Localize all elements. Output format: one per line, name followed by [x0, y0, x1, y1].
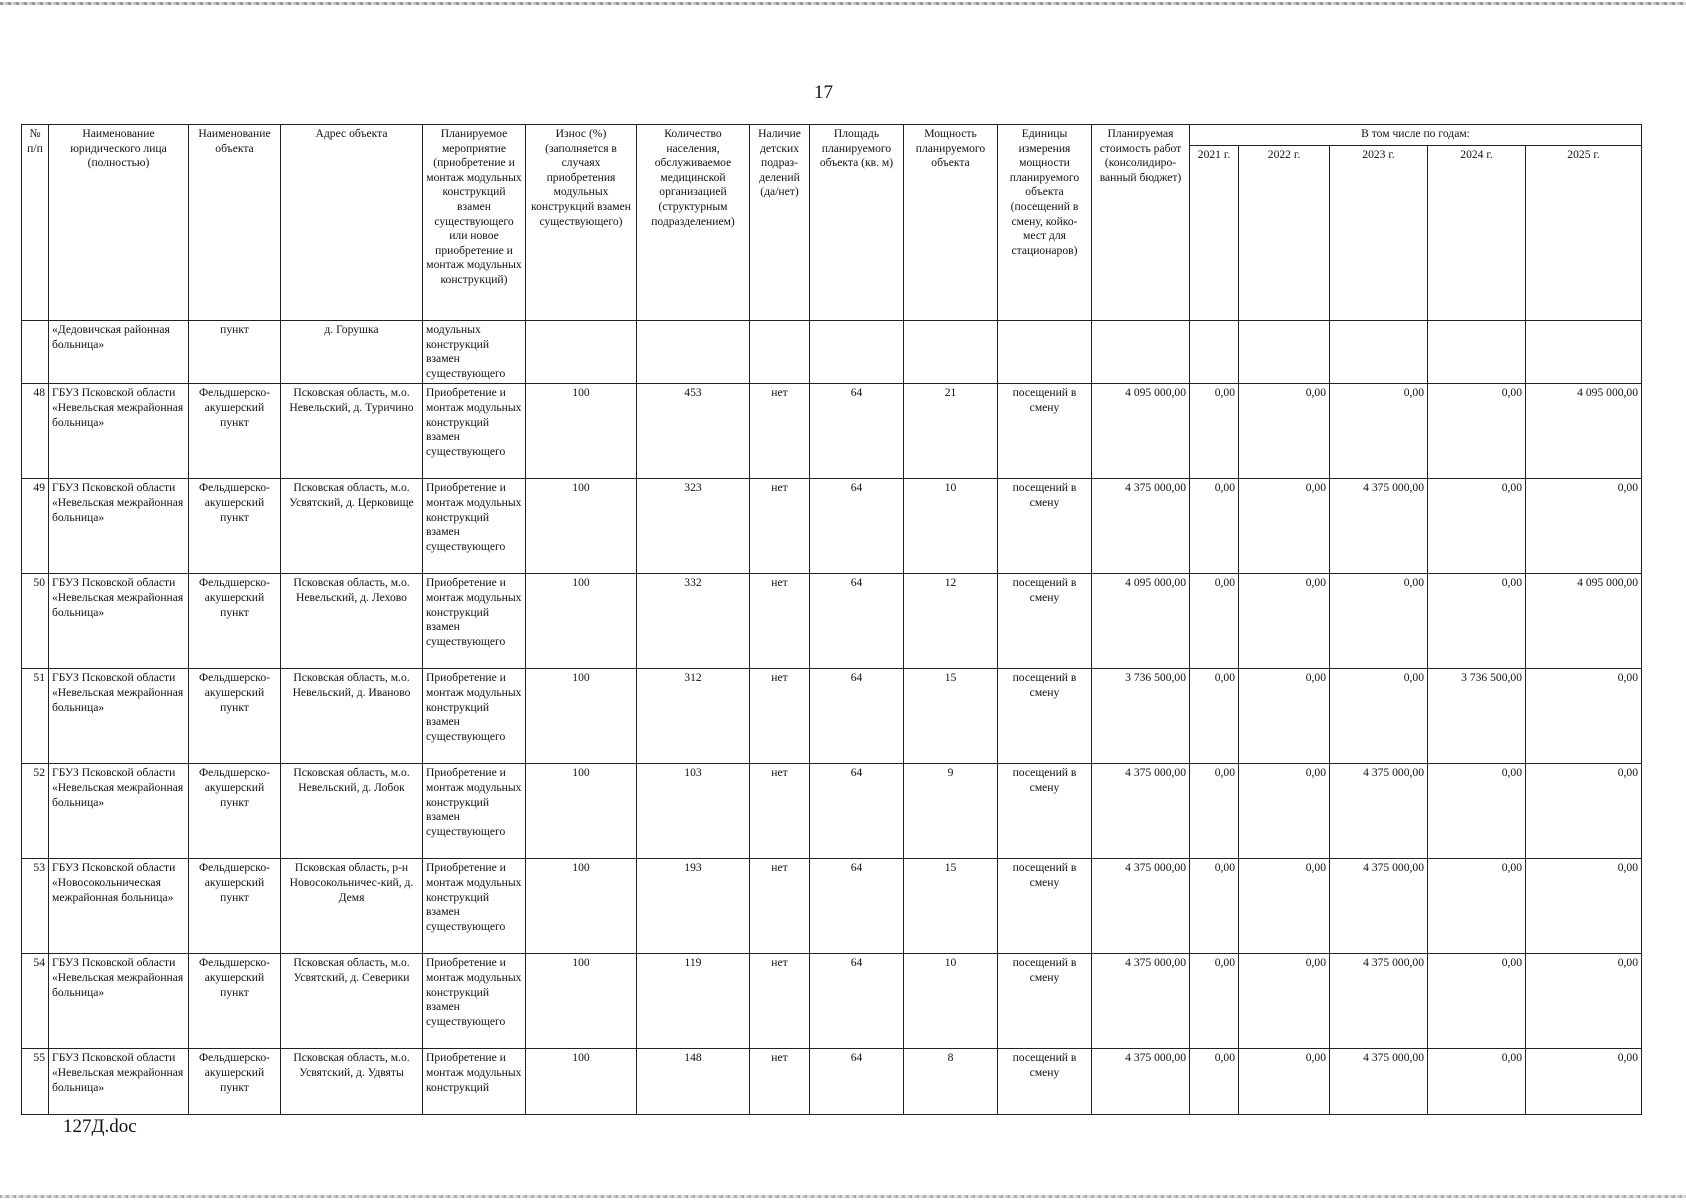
cell-area: 64: [810, 859, 904, 954]
cell-units: посещений в смену: [998, 954, 1092, 1049]
cell-object-name: Фельдшерско-акушерский пункт: [189, 764, 281, 859]
cell-units: [998, 321, 1092, 384]
cell-wear: 100: [526, 1049, 637, 1115]
cell-legal-name: ГБУЗ Псковской области «Невельская межрайонная больница»: [49, 479, 189, 574]
header-year-2024: 2024 г.: [1428, 146, 1526, 321]
cell-capacity: 9: [904, 764, 998, 859]
cell-y2021: 0,00: [1190, 574, 1239, 669]
cell-y2025: 0,00: [1526, 669, 1642, 764]
header-cost: Планируемая стоимость работ (консолидиро-ванный бюджет): [1092, 125, 1190, 321]
cell-cost: 4 375 000,00: [1092, 859, 1190, 954]
cell-area: 64: [810, 954, 904, 1049]
cell-cost: 4 095 000,00: [1092, 574, 1190, 669]
cell-children: нет: [750, 574, 810, 669]
header-year-2025: 2025 г.: [1526, 146, 1642, 321]
cell-y2022: 0,00: [1239, 384, 1330, 479]
table-row: [22, 859, 1642, 954]
cell-y2021: 0,00: [1190, 669, 1239, 764]
cell-children: нет: [750, 479, 810, 574]
cell-units: посещений в смену: [998, 859, 1092, 954]
cell-children: нет: [750, 1049, 810, 1115]
cell-object-name: Фельдшерско-акушерский пункт: [189, 574, 281, 669]
cell-cost: 4 375 000,00: [1092, 479, 1190, 574]
cell-y2024: 0,00: [1428, 384, 1526, 479]
cell-measure: Приобретение и монтаж модульных конструкций взамен существующего: [423, 479, 526, 574]
cell-legal-name: ГБУЗ Псковской области «Невельская межрайонная больница»: [49, 574, 189, 669]
cell-y2022: 0,00: [1239, 859, 1330, 954]
cell-y2021: 0,00: [1190, 479, 1239, 574]
cell-num: 51: [22, 669, 49, 764]
cell-wear: 100: [526, 479, 637, 574]
cell-y2025: 0,00: [1526, 859, 1642, 954]
table-row: [22, 1049, 1642, 1115]
cell-children: нет: [750, 384, 810, 479]
cell-y2024: 0,00: [1428, 954, 1526, 1049]
cell-y2025: 4 095 000,00: [1526, 574, 1642, 669]
cell-legal-name: ГБУЗ Псковской области «Невельская межрайонная больница»: [49, 1049, 189, 1115]
cell-num: 49: [22, 479, 49, 574]
cell-y2024: 0,00: [1428, 479, 1526, 574]
cell-address: Псковская область, р-н Новосокольничес-кий, д. Демя: [281, 859, 423, 954]
cell-area: 64: [810, 764, 904, 859]
cell-measure: Приобретение и монтаж модульных конструкций взамен существующего: [423, 859, 526, 954]
cell-measure: Приобретение и монтаж модульных конструкций взамен существующего: [423, 574, 526, 669]
cell-y2021: 0,00: [1190, 384, 1239, 479]
cell-units: посещений в смену: [998, 1049, 1092, 1115]
header-legal-name: Наименование юридического лица (полностью): [49, 125, 189, 321]
cell-y2025: 0,00: [1526, 479, 1642, 574]
cell-wear: 100: [526, 669, 637, 764]
cell-measure: модульных конструкций взамен существующего: [423, 321, 526, 384]
cell-y2023: 0,00: [1330, 574, 1428, 669]
investment-table: [21, 124, 1642, 1115]
cell-children: нет: [750, 764, 810, 859]
cell-y2024: 0,00: [1428, 859, 1526, 954]
cell-address: Псковская область, м.о. Усвятский, д. Северики: [281, 954, 423, 1049]
cell-cost: 3 736 500,00: [1092, 669, 1190, 764]
cell-capacity: 15: [904, 859, 998, 954]
cell-capacity: 12: [904, 574, 998, 669]
cell-y2025: [1526, 321, 1642, 384]
cell-cost: 4 095 000,00: [1092, 384, 1190, 479]
cell-y2022: 0,00: [1239, 574, 1330, 669]
cell-units: посещений в смену: [998, 669, 1092, 764]
cell-num: 55: [22, 1049, 49, 1115]
cell-y2022: 0,00: [1239, 954, 1330, 1049]
table-row: [22, 479, 1642, 574]
cell-num: 48: [22, 384, 49, 479]
cell-y2022: [1239, 321, 1330, 384]
cell-y2021: 0,00: [1190, 1049, 1239, 1115]
cell-y2023: 0,00: [1330, 669, 1428, 764]
cell-measure: Приобретение и монтаж модульных конструкций взамен существующего: [423, 764, 526, 859]
cell-address: Псковская область, м.о. Невельский, д. Туричино: [281, 384, 423, 479]
cell-cost: [1092, 321, 1190, 384]
cell-population: 119: [637, 954, 750, 1049]
cell-y2022: 0,00: [1239, 1049, 1330, 1115]
cell-wear: [526, 321, 637, 384]
page-number: 17: [814, 82, 833, 103]
table-row: [22, 764, 1642, 859]
cell-address: д. Горушка: [281, 321, 423, 384]
cell-legal-name: ГБУЗ Псковской области «Новосокольническая межрайонная больница»: [49, 859, 189, 954]
cell-wear: 100: [526, 574, 637, 669]
cell-cost: 4 375 000,00: [1092, 1049, 1190, 1115]
cell-measure: Приобретение и монтаж модульных конструкций: [423, 1049, 526, 1115]
cell-area: 64: [810, 384, 904, 479]
cell-y2021: 0,00: [1190, 764, 1239, 859]
cell-y2023: 4 375 000,00: [1330, 1049, 1428, 1115]
cell-y2024: 0,00: [1428, 574, 1526, 669]
cell-num: 53: [22, 859, 49, 954]
header-year-2021: 2021 г.: [1190, 146, 1239, 321]
cell-measure: Приобретение и монтаж модульных конструкций взамен существующего: [423, 669, 526, 764]
cell-population: 332: [637, 574, 750, 669]
cell-y2022: 0,00: [1239, 764, 1330, 859]
cell-y2023: 4 375 000,00: [1330, 764, 1428, 859]
cell-y2024: 0,00: [1428, 764, 1526, 859]
cell-address: Псковская область, м.о. Усвятский, д. Удвяты: [281, 1049, 423, 1115]
cell-y2021: [1190, 321, 1239, 384]
cell-area: 64: [810, 1049, 904, 1115]
cell-wear: 100: [526, 384, 637, 479]
cell-y2023: 0,00: [1330, 384, 1428, 479]
cell-y2025: 0,00: [1526, 1049, 1642, 1115]
cell-y2023: 4 375 000,00: [1330, 954, 1428, 1049]
header-row-top: [22, 125, 1642, 146]
cell-children: [750, 321, 810, 384]
cell-num: 50: [22, 574, 49, 669]
footer-filename: 127Д.doc: [63, 1116, 137, 1137]
cell-legal-name: ГБУЗ Псковской области «Невельская межрайонная больница»: [49, 384, 189, 479]
cell-wear: 100: [526, 954, 637, 1049]
cell-address: Псковская область, м.о. Невельский, д. Иваново: [281, 669, 423, 764]
cell-population: 103: [637, 764, 750, 859]
cell-legal-name: ГБУЗ Псковской области «Невельская межрайонная больница»: [49, 764, 189, 859]
continuation-row: [22, 321, 1642, 384]
cell-capacity: 8: [904, 1049, 998, 1115]
cell-object-name: пункт: [189, 321, 281, 384]
cell-y2021: 0,00: [1190, 859, 1239, 954]
cell-capacity: 10: [904, 479, 998, 574]
cell-address: Псковская область, м.о. Усвятский, д. Церковище: [281, 479, 423, 574]
table-row: [22, 954, 1642, 1049]
table-row: [22, 669, 1642, 764]
cell-capacity: [904, 321, 998, 384]
cell-legal-name: «Дедовичская районная больница»: [49, 321, 189, 384]
cell-capacity: 10: [904, 954, 998, 1049]
header-wear: Износ (%) (заполняется в случаях приобретения модульных конструкций взамен существующего): [526, 125, 637, 321]
cell-y2023: 4 375 000,00: [1330, 859, 1428, 954]
cell-y2025: 0,00: [1526, 764, 1642, 859]
table-row: [22, 384, 1642, 479]
header-year-2023: 2023 г.: [1330, 146, 1428, 321]
header-object-name: Наименование объекта: [189, 125, 281, 321]
cell-population: 193: [637, 859, 750, 954]
cell-capacity: 21: [904, 384, 998, 479]
cell-y2024: 0,00: [1428, 1049, 1526, 1115]
cell-num: [22, 321, 49, 384]
cell-children: нет: [750, 669, 810, 764]
cell-population: 323: [637, 479, 750, 574]
cell-y2025: 4 095 000,00: [1526, 384, 1642, 479]
cell-population: [637, 321, 750, 384]
cell-object-name: Фельдшерско-акушерский пункт: [189, 479, 281, 574]
cell-wear: 100: [526, 859, 637, 954]
cell-area: 64: [810, 574, 904, 669]
cell-population: 453: [637, 384, 750, 479]
cell-y2024: 3 736 500,00: [1428, 669, 1526, 764]
cell-object-name: Фельдшерско-акушерский пункт: [189, 384, 281, 479]
cell-address: Псковская область, м.о. Невельский, д. Лехово: [281, 574, 423, 669]
cell-capacity: 15: [904, 669, 998, 764]
header-by-years: В том числе по годам:: [1190, 125, 1642, 146]
table-row: [22, 574, 1642, 669]
cell-population: 312: [637, 669, 750, 764]
cell-y2025: 0,00: [1526, 954, 1642, 1049]
cell-num: 54: [22, 954, 49, 1049]
header-num: № п/п: [22, 125, 49, 321]
cell-area: 64: [810, 669, 904, 764]
cell-y2023: [1330, 321, 1428, 384]
cell-cost: 4 375 000,00: [1092, 954, 1190, 1049]
cell-units: посещений в смену: [998, 384, 1092, 479]
cell-area: 64: [810, 479, 904, 574]
cell-cost: 4 375 000,00: [1092, 764, 1190, 859]
cell-object-name: Фельдшерско-акушерский пункт: [189, 669, 281, 764]
cell-object-name: Фельдшерско-акушерский пункт: [189, 954, 281, 1049]
header-capacity: Мощность планируемого объекта: [904, 125, 998, 321]
cell-object-name: Фельдшерско-акушерский пункт: [189, 859, 281, 954]
cell-children: нет: [750, 954, 810, 1049]
scan-edge-bottom: [0, 1195, 1686, 1198]
cell-legal-name: ГБУЗ Псковской области «Невельская межрайонная больница»: [49, 954, 189, 1049]
header-area: Площадь планируемого объекта (кв. м): [810, 125, 904, 321]
header-address: Адрес объекта: [281, 125, 423, 321]
cell-area: [810, 321, 904, 384]
header-population: Количество населения, обслуживаемое медицинской организацией (структурным подразделением): [637, 125, 750, 321]
cell-units: посещений в смену: [998, 764, 1092, 859]
cell-measure: Приобретение и монтаж модульных конструкций взамен существующего: [423, 954, 526, 1049]
cell-measure: Приобретение и монтаж модульных конструкций взамен существующего: [423, 384, 526, 479]
cell-num: 52: [22, 764, 49, 859]
scan-edge-top: [0, 2, 1686, 5]
cell-legal-name: ГБУЗ Псковской области «Невельская межрайонная больница»: [49, 669, 189, 764]
cell-address: Псковская область, м.о. Невельский, д. Лобок: [281, 764, 423, 859]
cell-object-name: Фельдшерско-акушерский пункт: [189, 1049, 281, 1115]
cell-y2022: 0,00: [1239, 479, 1330, 574]
cell-units: посещений в смену: [998, 574, 1092, 669]
cell-y2024: [1428, 321, 1526, 384]
header-measure: Планируемое мероприятие (приобретение и монтаж модульных конструкций взамен существующего или новое приобретение и монтаж модульных конструкций): [423, 125, 526, 321]
header-year-2022: 2022 г.: [1239, 146, 1330, 321]
header-units: Единицы измерения мощности планируемого объекта (посещений в смену, койко-мест для стационаров): [998, 125, 1092, 321]
cell-wear: 100: [526, 764, 637, 859]
cell-y2021: 0,00: [1190, 954, 1239, 1049]
cell-children: нет: [750, 859, 810, 954]
cell-units: посещений в смену: [998, 479, 1092, 574]
cell-y2023: 4 375 000,00: [1330, 479, 1428, 574]
cell-population: 148: [637, 1049, 750, 1115]
cell-y2022: 0,00: [1239, 669, 1330, 764]
header-children: Наличие детских подраз-делений (да/нет): [750, 125, 810, 321]
